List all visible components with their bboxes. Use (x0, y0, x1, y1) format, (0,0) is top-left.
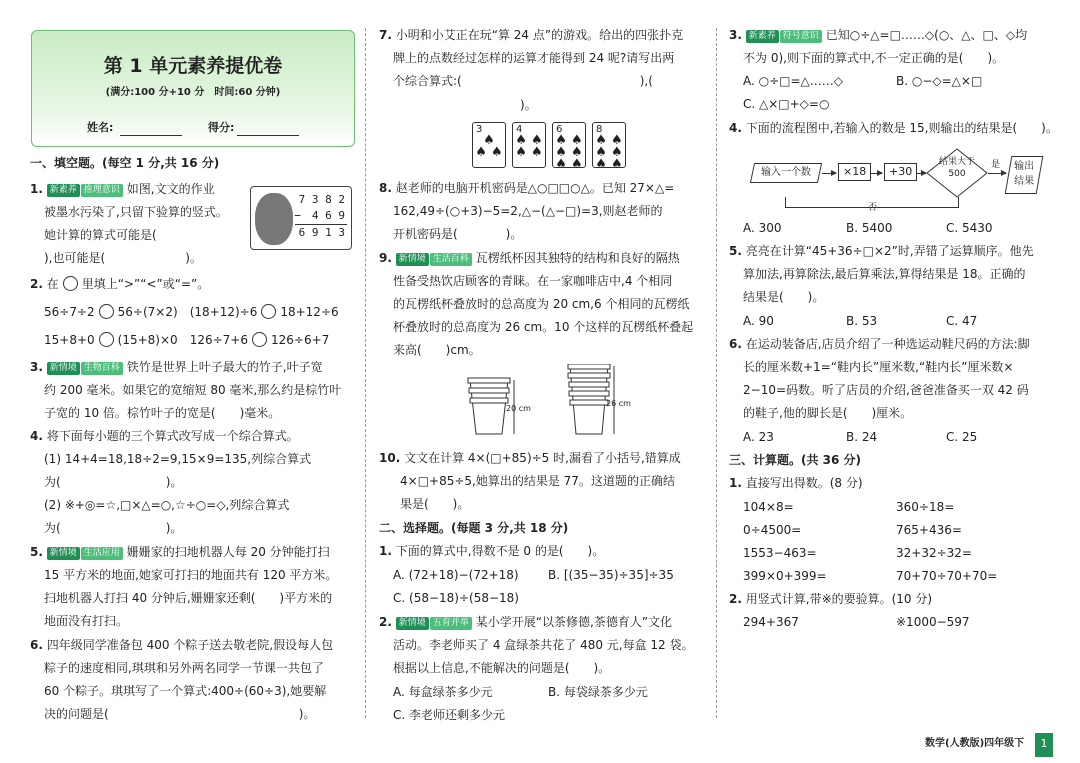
q9-line2: 性备受热饮店顾客的青睐。在一家咖啡店中,4 个相同 (393, 274, 673, 288)
q9-line4: 杯叠放时的总高度为 26 cm。10 个这样的瓦楞纸杯叠起 (393, 320, 694, 334)
c2-line: 2. 用竖式计算,带※的要验算。(10 分) (729, 592, 933, 606)
flow-multiply: ×18 (838, 163, 871, 181)
q1-figure (250, 186, 352, 250)
option-b[interactable]: B. 53 (846, 314, 878, 328)
flow-arrow (822, 173, 836, 174)
option-a[interactable]: A. 23 (743, 430, 774, 444)
playing-card: 8 ♠ ♠ ♠ ♠ ♠ ♠ (592, 122, 626, 168)
score-label: 得分: (208, 121, 235, 134)
compare-circle[interactable] (261, 304, 276, 319)
option-b[interactable]: B. ○−◇=△×□ (896, 74, 983, 88)
option-c[interactable]: C. 47 (946, 314, 978, 328)
cup-stack-6 (568, 364, 610, 434)
calc-item: 70+70÷70+70= (896, 569, 998, 583)
flow-input: 输入一个数 (750, 163, 822, 183)
section-2-title: 二、选择题。(每题 3 分,共 18 分) (379, 521, 569, 535)
calc-item: 294+367 (743, 615, 799, 629)
q8-line1: 8. 赵老师的电脑开机密码是△○□□○△。已知 27×△= (379, 181, 675, 195)
q1-line3: 她计算的算式可能是( (44, 228, 157, 242)
compare-circle[interactable] (99, 304, 114, 319)
calc-item: 399×0+399= (743, 569, 827, 583)
flow-add: +30 (884, 163, 917, 181)
option-a[interactable]: A. 300 (743, 221, 782, 235)
option-a[interactable]: A. ○÷□=△……◇ (743, 74, 844, 88)
calc-item: 360÷18= (896, 500, 955, 514)
flow-no-label: 否 (868, 203, 878, 213)
q5-line1: 5. 新情境 生活应用 姗姗家的扫地机器人每 20 分钟能打扫 (30, 545, 330, 559)
q7-line2: 牌上的点数经过怎样的运算才能得到 24 呢?请写出两 (393, 51, 675, 65)
q5-line3: 扫地机器人打扫 40 分钟后,姗姗家还剩( )平方米的 (44, 591, 333, 605)
q9-line5: 来高( )cm。 (393, 343, 481, 357)
option-a[interactable]: A. 90 (743, 314, 774, 328)
section-1-title: 一、填空题。(每空 1 分,共 16 分) (30, 156, 220, 170)
calc-item: 104×8= (743, 500, 794, 514)
q2-row1: 56÷7÷2 56÷(7×2) (18+12)÷6 18+12÷6 (44, 305, 339, 319)
q5-line4: 地面没有打扫。 (44, 614, 129, 628)
flow-arrow (870, 173, 882, 174)
q4-line3: (2) ※+◎=☆,□×△=○,☆÷○=◇,列综合算式 (44, 498, 290, 512)
calc-line: 7 3 8 2 (298, 193, 345, 206)
page-title: 第 1 单元素养提优卷 (103, 55, 283, 77)
flow-arrow (916, 173, 926, 174)
q3-line3: 子宽的 10 倍。棕竹叶子的宽是( )毫米。 (44, 406, 281, 420)
q9-line3: 的瓦楞纸杯叠放时的总高度为 20 cm,6 个相同的瓦楞纸 (393, 297, 690, 311)
page-number: 1 (1035, 733, 1053, 757)
s3-line1: 3. 新素养 符号意识 已知○÷△=□……◇(○、△、□、◇均 (729, 28, 1028, 42)
score-field[interactable] (237, 121, 299, 136)
q3-line1: 3. 新情境 生物百科 铁竹是世界上叶子最大的竹子,叶子宽 (30, 360, 323, 374)
compare-circle[interactable] (99, 332, 114, 347)
q2-line: 2. 在 里填上“>”“<”或“=”。 (30, 277, 210, 291)
q4-line1: (1) 14+4=18,18÷2=9,15×9=135,列综合算式 (44, 452, 312, 466)
calc-line: 6 9 1 3 (298, 226, 345, 239)
q8-line2: 162,49÷(○+3)−5=2,△−(△−□)=3,则赵老师的 (393, 204, 663, 218)
q6-line1: 6. 四年级同学准备包 400 个粽子送去敬老院,假设每人包 (30, 638, 334, 652)
s1-line: 1. 下面的算式中,得数不是 0 的是( )。 (379, 544, 605, 558)
cup-stack-4 (468, 378, 510, 434)
option-b[interactable]: B. 5400 (846, 221, 893, 235)
flow-yes-label: 是 (991, 160, 1001, 170)
column-divider (365, 28, 366, 718)
playing-card: 3 ♠ ♠ ♠ (472, 122, 506, 168)
option-c[interactable]: C. △×□+◇=○ (743, 97, 830, 111)
q7-line3: 个综合算式:( ),( (393, 74, 653, 88)
s2-line2: 活动。李老师买了 4 盒绿茶共花了 480 元,每盒 12 袋。 (393, 638, 694, 652)
option-c[interactable]: C. 李老师还剩多少元 (393, 708, 506, 722)
q5-line2: 15 平方米的地面,她家可打扫的地面共有 120 平方米。 (44, 568, 338, 582)
s4-line: 4. 下面的流程图中,若输入的数是 15,则输出的结果是( )。 (729, 121, 1058, 135)
calc-item: 765+436= (896, 523, 962, 537)
name-label: 姓名: (87, 121, 114, 134)
s5-line1: 5. 亮亮在计算“45+36÷□×2”时,弄错了运算顺序。他先 (729, 244, 1034, 258)
book-title: 数学(人教版)四年级下 (925, 738, 1025, 749)
q1-line1: 1. 新素养 推理意识 如图,文文的作业 (30, 182, 215, 196)
option-c[interactable]: C. (58−18)÷(58−18) (393, 591, 519, 605)
q1-line2: 被墨水污染了,只留下验算的竖式。 (44, 205, 228, 219)
q6-line4: 决的问题是( )。 (44, 707, 316, 721)
column-divider (716, 28, 717, 718)
flow-output: 输出结果 (1005, 156, 1044, 194)
option-a[interactable]: A. 每盒绿茶多少元 (393, 685, 493, 699)
q10-line1: 10. 文文在计算 4×(□+85)÷5 时,漏看了小括号,错算成 (379, 451, 681, 465)
q4-line0: 4. 将下面每小题的三个算式改写成一个综合算式。 (30, 429, 299, 443)
q7-line1: 7. 小明和小艾正在玩“算 24 点”的游戏。给出的四张扑克 (379, 28, 684, 42)
q10-line3: 果是( )。 (400, 497, 470, 511)
s5-line2: 算加法,再算除法,最后算乘法,算得结果是 18。正确的 (743, 267, 1026, 281)
s3-line2: 不为 0),则下面的算式中,不一定正确的是( )。 (743, 51, 1005, 65)
q4-line4: 为( )。 (44, 521, 183, 535)
option-c[interactable]: C. 5430 (946, 221, 993, 235)
option-a[interactable]: A. (72+18)−(72+18) (393, 568, 519, 582)
q6-line3: 60 个粽子。琪琪写了一个算式:400÷(60÷3),她要解 (44, 684, 327, 698)
q6-line2: 粽子的速度相同,琪琪和另外两名同学一节课一共包了 (44, 661, 324, 675)
c1-line: 1. 直接写出得数。(8 分) (729, 476, 863, 490)
q7-line4: )。 (520, 98, 537, 112)
option-b[interactable]: B. [(35−35)÷35]÷35 (548, 568, 674, 582)
option-c[interactable]: C. 25 (946, 430, 978, 444)
ink-blot-icon (255, 193, 293, 245)
option-b[interactable]: B. 每袋绿茶多少元 (548, 685, 648, 699)
title-banner (31, 30, 355, 147)
s6-line3: 2−10=码数。听了店员的介绍,爸爸准备买一双 42 码 (743, 383, 1029, 397)
q2-row2: 15+8+0 (15+8)×0 126÷7+6 126÷6+7 (44, 333, 330, 347)
s5-line3: 结果是( )。 (743, 290, 825, 304)
q9-line1: 9. 新情境 生活百科 瓦楞纸杯因其独特的结构和良好的隔热 (379, 251, 680, 265)
name-field[interactable] (120, 121, 182, 136)
s6-line1: 6. 在运动装备店,店员介绍了一种选运动鞋尺码的方法:脚 (729, 337, 1030, 351)
calc-item: ※1000−597 (896, 615, 970, 629)
section-3-title: 三、计算题。(共 36 分) (729, 453, 862, 467)
q8-line3: 开机密码是( )。 (393, 227, 523, 241)
s2-line1: 2. 新情境 五育并举 某小学开展“以茶修德,茶德育人”文化 (379, 615, 673, 629)
q10-line2: 4×□+85÷5,她算出的结果是 77。这道题的正确结 (400, 474, 675, 488)
q3-line2: 约 200 毫米。如果它的宽缩短 80 毫米,那么约是棕竹叶 (44, 383, 342, 397)
exam-info: (满分:100 分+10 分 时间:60 分钟) (105, 87, 281, 98)
calc-line: − 4 6 9 (294, 209, 345, 222)
calc-item: 0÷4500= (743, 523, 802, 537)
compare-circle[interactable] (252, 332, 267, 347)
playing-card: 4 ♠ ♠ ♠ ♠ (512, 122, 546, 168)
calc-item: 32+32÷32= (896, 546, 972, 560)
cup-stacks-figure (466, 364, 646, 440)
calc-item: 1553−463= (743, 546, 817, 560)
cup-height-label: 26 cm (606, 399, 631, 408)
flow-decision-text: 结果大于500 (938, 157, 975, 179)
s6-line4: 的鞋子,他的脚长是( )厘米。 (743, 406, 913, 420)
option-b[interactable]: B. 24 (846, 430, 878, 444)
s2-line3: 根据以上信息,不能解决的问题是( )。 (393, 661, 611, 675)
cup-height-label: 20 cm (506, 404, 531, 413)
q1-line4: ),也可能是( )。 (44, 251, 202, 265)
playing-card: 6 ♠ ♠ ♠ ♠ ♠ ♠ (552, 122, 586, 168)
s6-line2: 长的厘米数+1=“鞋内长”厘米数,“鞋内长”厘米数× (743, 360, 1014, 374)
q4-line2: 为( )。 (44, 475, 183, 489)
